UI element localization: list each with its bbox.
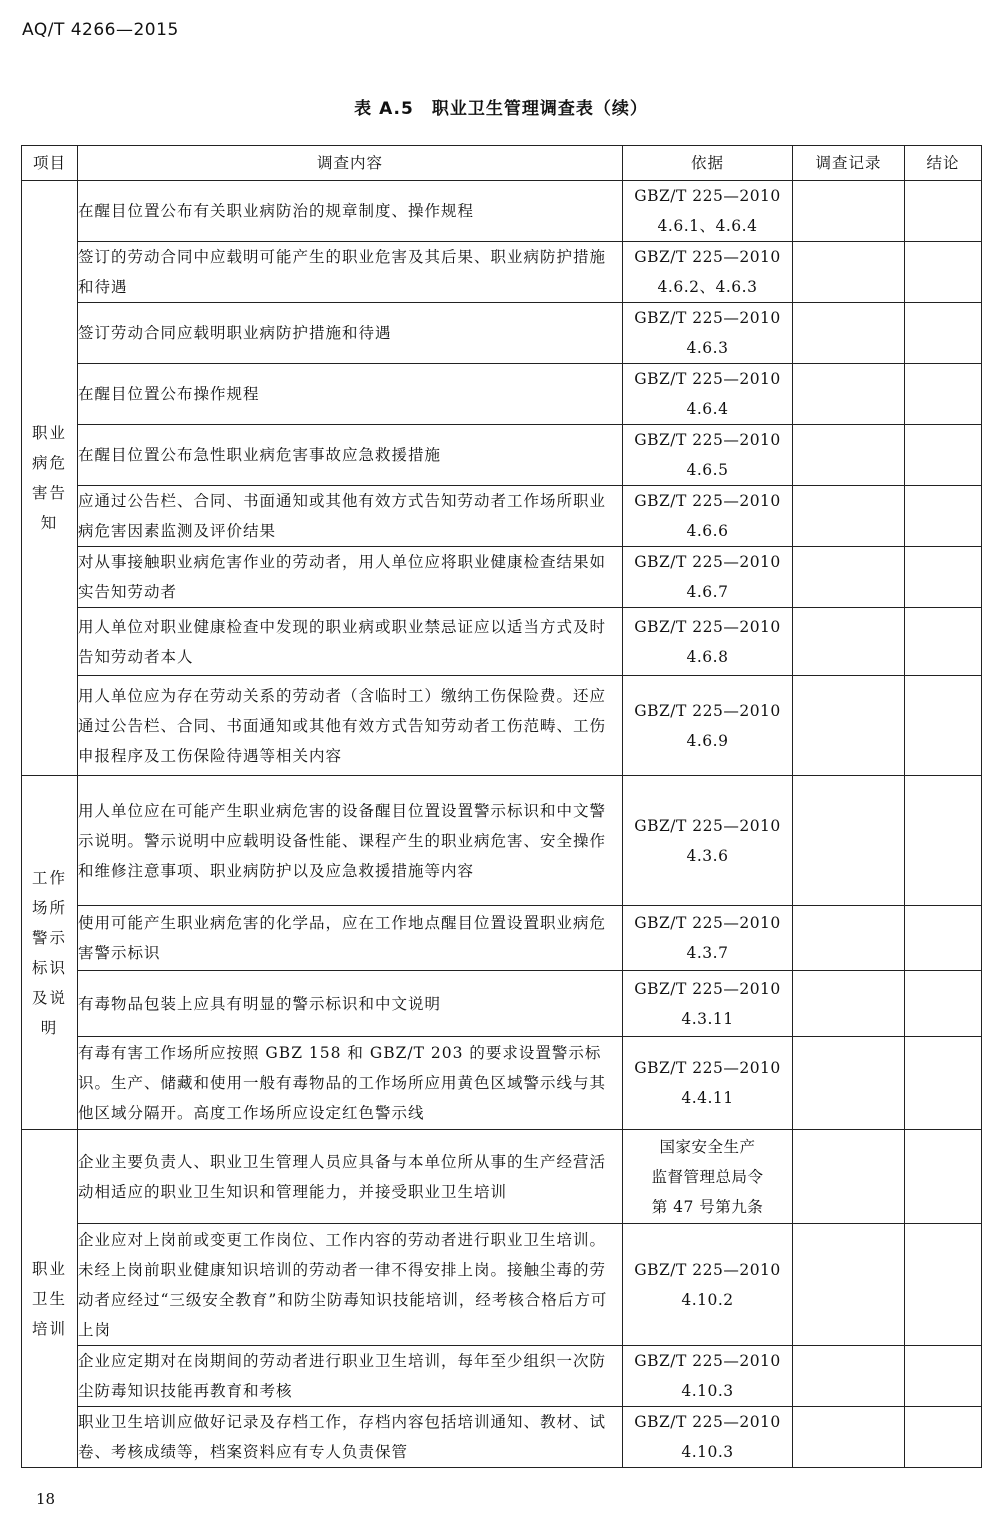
record-cell[interactable] [793,1346,905,1407]
table-row [22,1130,982,1224]
content-cell: 有毒物品包装上应具有明显的警示标识和中文说明 [78,971,623,1037]
basis-line: 4.6.4 [686,400,729,418]
record-cell[interactable] [793,1224,905,1346]
basis-line: GBZ/T 225—2010 [634,248,781,266]
table-row [22,1346,982,1407]
category-line: 职业 [31,1259,67,1278]
basis-line: GBZ/T 225—2010 [634,914,781,932]
content-cell: 用人单位应为存在劳动关系的劳动者（含临时工）缴纳工伤保险费。还应通过公告栏、合同、书面通知或其他有效方式告知劳动者工伤范畴、工伤申报程序及工伤保险待遇等相关内容 [78,676,623,776]
record-cell[interactable] [793,364,905,425]
table-row [22,608,982,676]
table-row [22,486,982,547]
conclusion-cell[interactable] [905,242,982,303]
category-line: 知 [40,514,59,532]
conclusion-cell[interactable] [905,547,982,608]
basis-line: 4.6.2、4.6.3 [657,278,758,296]
table-row [22,181,982,242]
table-row [22,242,982,303]
category-line: 场所 [31,898,67,917]
category-line: 标识 [31,958,67,977]
basis-cell [623,906,793,971]
basis-cell [623,1224,793,1346]
record-cell[interactable] [793,242,905,303]
basis-line: GBZ/T 225—2010 [634,1059,781,1077]
basis-cell [623,1407,793,1468]
conclusion-cell[interactable] [905,776,982,906]
conclusion-cell[interactable] [905,303,982,364]
content-cell: 用人单位对职业健康检查中发现的职业病或职业禁忌证应以适当方式及时告知劳动者本人 [78,608,623,676]
basis-line: GBZ/T 225—2010 [634,492,781,510]
conclusion-cell[interactable] [905,971,982,1037]
table-row [22,1037,982,1130]
basis-cell [623,1130,793,1224]
content-cell: 用人单位应在可能产生职业病危害的设备醒目位置设置警示标识和中文警示说明。警示说明中应载明设备性能、课程产生的职业病危害、安全操作和维修注意事项、职业病防护以及应急救援措施等内容 [78,776,623,906]
record-cell[interactable] [793,547,905,608]
basis-line: 4.6.1、4.6.4 [657,217,758,235]
content-cell: 对从事接触职业病危害作业的劳动者，用人单位应将职业健康检查结果如实告知劳动者 [78,547,623,608]
basis-line: GBZ/T 225—2010 [634,979,781,998]
category-line: 明 [40,1018,59,1037]
basis-cell [623,181,793,242]
record-cell[interactable] [793,971,905,1037]
basis-line: 第 47 号第九条 [651,1197,764,1216]
category-cell [22,181,78,776]
table-row [22,776,982,906]
basis-line: GBZ/T 225—2010 [634,187,781,205]
column-header-conclusion: 结论 [905,146,982,181]
category-cell [22,1130,78,1468]
category-line: 职业 [31,424,67,442]
basis-line: GBZ/T 225—2010 [634,701,781,720]
content-cell: 在醒目位置公布操作规程 [78,364,623,425]
table-row [22,906,982,971]
column-header-record: 调查记录 [793,146,905,181]
column-header-basis: 依据 [623,146,793,181]
basis-line: 4.3.7 [686,944,729,962]
category-line: 警示 [31,928,67,947]
record-cell[interactable] [793,1407,905,1468]
content-cell: 在醒目位置公布急性职业病危害事故应急救援措施 [78,425,623,486]
content-cell: 企业应定期对在岗期间的劳动者进行职业卫生培训，每年至少组织一次防尘防毒知识技能再教育和考核 [78,1346,623,1407]
content-cell: 在醒目位置公布有关职业病防治的规章制度、操作规程 [78,181,623,242]
column-header-item: 项目 [22,146,78,181]
basis-line: 4.10.2 [681,1290,734,1309]
basis-line: 4.6.6 [686,522,729,540]
conclusion-cell[interactable] [905,906,982,971]
basis-line: 4.10.3 [681,1382,734,1400]
table-row [22,303,982,364]
record-cell[interactable] [793,1037,905,1130]
content-cell: 职业卫生培训应做好记录及存档工作，存档内容包括培训通知、教材、试卷、考核成绩等，档案资料应有专人负责保管 [78,1407,623,1468]
conclusion-cell[interactable] [905,676,982,776]
conclusion-cell[interactable] [905,1224,982,1346]
basis-line: 4.6.3 [686,339,729,357]
conclusion-cell[interactable] [905,1346,982,1407]
conclusion-cell[interactable] [905,1037,982,1130]
basis-line: 4.6.5 [686,461,729,479]
category-line: 工作 [31,868,67,887]
standard-id: AQ/T 4266—2015 [22,20,179,40]
basis-line: 4.4.11 [681,1089,734,1107]
record-cell[interactable] [793,486,905,547]
category-line: 卫生 [31,1289,67,1308]
record-cell[interactable] [793,303,905,364]
record-cell[interactable] [793,181,905,242]
category-line: 病危 [31,454,67,472]
basis-line: 监督管理总局令 [651,1167,764,1186]
basis-line: GBZ/T 225—2010 [634,431,781,449]
category-line: 培训 [31,1319,67,1338]
basis-cell [623,608,793,676]
page-number: 18 [36,1490,56,1508]
basis-line: GBZ/T 225—2010 [634,1260,781,1279]
content-cell: 签订劳动合同应载明职业病防护措施和待遇 [78,303,623,364]
column-header-content: 调查内容 [78,146,623,181]
basis-line: 4.10.3 [681,1443,734,1461]
table-row [22,971,982,1037]
basis-line: GBZ/T 225—2010 [634,370,781,388]
table-row [22,1407,982,1468]
basis-cell [623,242,793,303]
basis-line: 4.3.6 [686,846,729,865]
category-line: 及说 [31,988,67,1007]
table-row [22,676,982,776]
basis-cell [623,303,793,364]
basis-cell [623,971,793,1037]
record-cell[interactable] [793,676,905,776]
conclusion-cell[interactable] [905,1407,982,1468]
record-cell[interactable] [793,425,905,486]
basis-line: GBZ/T 225—2010 [634,309,781,327]
basis-line: GBZ/T 225—2010 [634,816,781,835]
conclusion-cell[interactable] [905,364,982,425]
basis-cell [623,364,793,425]
basis-cell [623,676,793,776]
content-cell: 应通过公告栏、合同、书面通知或其他有效方式告知劳动者工作场所职业病危害因素监测及评价结果 [78,486,623,547]
basis-line: 4.6.8 [686,647,729,666]
content-cell: 签订的劳动合同中应载明可能产生的职业危害及其后果、职业病防护措施和待遇 [78,242,623,303]
basis-line: GBZ/T 225—2010 [634,1352,781,1370]
table-title: 表 A.5 职业卫生管理调查表（续） [354,99,648,119]
record-cell[interactable] [793,1130,905,1224]
content-cell: 使用可能产生职业病危害的化学品，应在工作地点醒目位置设置职业病危害警示标识 [78,906,623,971]
conclusion-cell[interactable] [905,608,982,676]
basis-line: 国家安全生产 [659,1137,756,1156]
category-cell [22,776,78,1130]
basis-line: GBZ/T 225—2010 [634,1413,781,1431]
record-cell[interactable] [793,608,905,676]
basis-cell [623,425,793,486]
basis-cell [623,486,793,547]
basis-line: 4.6.7 [686,583,729,601]
conclusion-cell[interactable] [905,486,982,547]
table-row [22,1224,982,1346]
basis-line: GBZ/T 225—2010 [634,553,781,571]
table-header-row [22,146,982,181]
basis-line: 4.3.11 [681,1009,734,1028]
basis-cell [623,547,793,608]
content-cell: 企业应对上岗前或变更工作岗位、工作内容的劳动者进行职业卫生培训。未经上岗前职业健康知识培训的劳动者一律不得安排上岗。接触尘毒的劳动者应经过“三级安全教育”和防尘防毒知识技能培训，经考核合格后方可上岗 [78,1224,623,1346]
conclusion-cell[interactable] [905,1130,982,1224]
basis-line: GBZ/T 225—2010 [634,617,781,636]
category-line: 害告 [31,484,67,502]
survey-table [21,145,982,1468]
basis-cell [623,776,793,906]
record-cell[interactable] [793,776,905,906]
record-cell[interactable] [793,906,905,971]
basis-cell [623,1346,793,1407]
table-body [22,181,982,1468]
conclusion-cell[interactable] [905,425,982,486]
conclusion-cell[interactable] [905,181,982,242]
basis-cell [623,1037,793,1130]
basis-line: 4.6.9 [686,731,729,750]
table-row [22,547,982,608]
content-cell: 有毒有害工作场所应按照 GBZ 158 和 GBZ/T 203 的要求设置警示标识。生产、储藏和使用一般有毒物品的工作场所应用黄色区域警示线与其他区域分隔开。高度工作场所应设定红色警示线 [78,1037,623,1130]
content-cell: 企业主要负责人、职业卫生管理人员应具备与本单位所从事的生产经营活动相适应的职业卫生知识和管理能力，并接受职业卫生培训 [78,1130,623,1224]
table-row [22,364,982,425]
table-row [22,425,982,486]
